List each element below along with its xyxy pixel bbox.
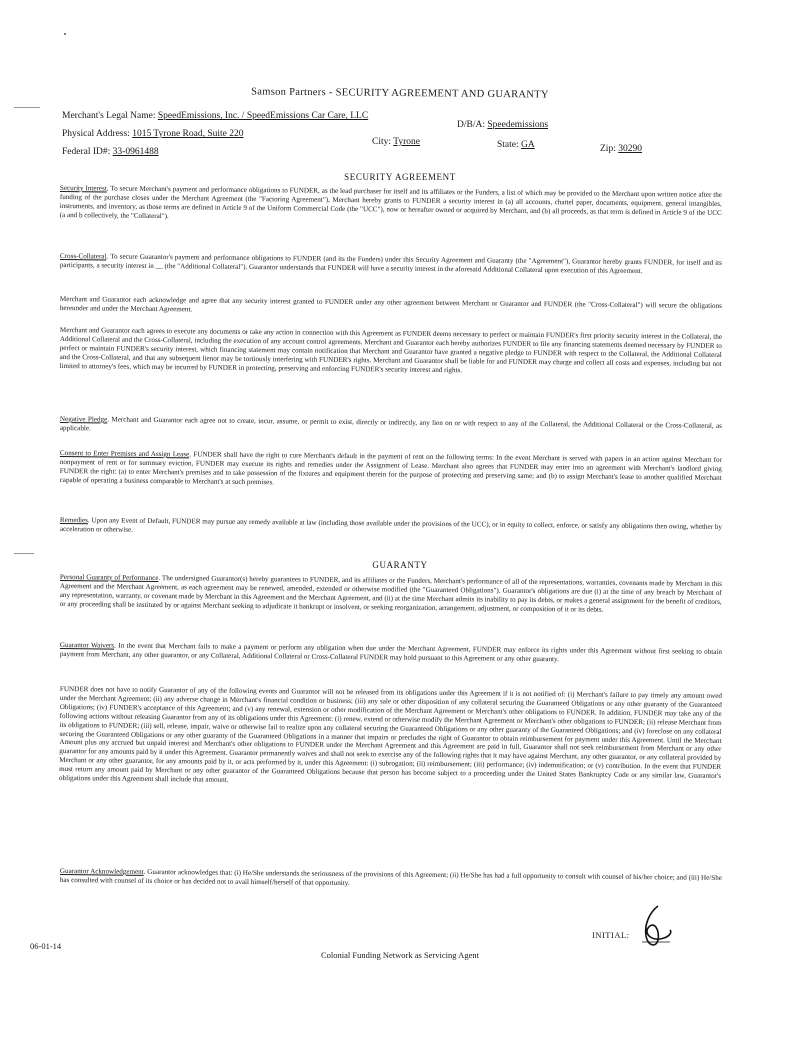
initial-label: INITIAL: (592, 930, 630, 940)
dba-value: Speedemissions (487, 120, 549, 130)
paragraph-lead: Remedies (59, 516, 88, 525)
paragraph-text: . Guarantor acknowledges that: (i) He/She understands the seriousness of the provisions of this Agreement; (ii) He/She has had a full opportunity to consult with counsel of his/her choice; and (iii) He/She has consulted with counsel of its choice or has decided not to avail himself/herself of that opportunity. (59, 867, 722, 887)
zip-label: Zip: (600, 144, 616, 154)
paragraph-lead: Personal Guaranty of Performance (59, 573, 159, 583)
address-row (62, 129, 244, 139)
funder-notice-paragraph (59, 685, 722, 790)
paragraph-text: Merchant and Guarantor each agrees to execute any documents or take any action in connection with this Agreement as FUNDER deems necessary to perfect or maintain FUNDER's first priority security interest in the Collateral, the Additional Collateral and the Cross-Collateral, including the execution of any account control agreements. Merchant and Guarantor each hereby authorizes FUNDER to file any financing statements deemed necessary by FUNDER to perfect or maintain FUNDER's security interest, which financing statement may contain notification that Merchant and Guarantor have granted a negative pledge to FUNDER with respect to the Collateral, the Additional Collateral and the Cross-Collateral, and that any subsequent lienor may be tortiously interfering with FUNDER's rights. Merchant and Guarantor shall be liable for and FUNDER may charge and collect all costs and expenses, including but not limited to attorney's fees, which may be incurred by FUNDER in protecting, preserving and enforcing FUNDER's security interest and rights. (59, 326, 722, 374)
security-interest-paragraph (60, 184, 722, 227)
initial-signature (636, 902, 676, 952)
state-row (497, 140, 535, 150)
scan-speck (64, 33, 66, 35)
dba-label: D/B/A: (457, 120, 485, 130)
paragraph-lead: Negative Pledge (59, 415, 108, 424)
scan-mark (14, 107, 40, 108)
paragraph-text: . In the event that Merchant fails to make a payment or perform any obligation when due under the Merchant Agreement, FUNDER may enforce its rights under this Agreement without first seeking to obtain payment from Merchant, any other guarantor, or any Collateral, Additional Collateral or Cross-Collateral FUNDER may hold pursuant to this Agreement or any other guaranty. (59, 641, 722, 664)
merchant-legal-name-row (62, 111, 368, 121)
consent-to-enter-paragraph (60, 449, 722, 492)
paragraph-text: . Merchant and Guarantor each agree not to create, incur, assume, or permit to exist, directly or indirectly, any lien on or with respect to any of the Collateral, the Additional Collateral or the Cross-Collateral, as applicable. (59, 415, 722, 433)
guarantor-acknowledgement-paragraph (60, 867, 722, 892)
paragraph-lead: Cross-Collateral (59, 252, 107, 261)
guaranty-heading: GUARANTY (372, 560, 428, 570)
security-agreement-heading: SECURITY AGREEMENT (344, 172, 456, 182)
paragraph-text: . The undersigned Guarantor(s) hereby guarantees to FUNDER, and its affiliates or the Funders, Merchant's performance of all of the representations, warranties, covenants made by Merchant in this Agreement and the Merchant Agreement, as each agreement may be renewed, amended, extended or otherwise modified (the "Guaranteed Obligations"). Guarantor's obligations are due (i) at the time of any breach by Merchant of any representation, warranty, or covenant made by Merchant in this Agreement and the Merchant Agreement, and (ii) at the time Merchant admits its inability to pay its debts, or makes a general assignment for the benefit of creditors, or any proceeding shall be instituted by or against Merchant seeking to adjudicate it bankrupt or insolvent, or seeking reorganization, arrangement, adjustment, or composition of it or its debts. (59, 574, 722, 614)
legal-name-label: Merchant's Legal Name: (62, 111, 156, 121)
perfection-paragraph (60, 326, 722, 377)
negative-pledge-paragraph (60, 415, 722, 440)
cross-collateral-paragraph (60, 252, 722, 277)
zip-value: 30290 (618, 144, 642, 154)
federal-id-row (62, 147, 159, 157)
paragraph-text: . To secure Merchant's payment and performance obligations to FUNDER, as the lead purchaser for itself and its affiliates or the Funders, a list of which may be provided to the Merchant upon written notice after the funding of the purchase closes under the Merchant Agreement (the "Factoring Agreement"), Merchant hereby grants to FUNDER a security interest in (a) all accounts, chattel paper, documents, equipment, general intangibles, instruments, and inventory, as those terms are defined in Article 9 of the Uniform Commercial Code (the "UCC"), now or hereafter owned or acquired by Merchant, and (b) all proceeds, as that term is defined in Article 9 of the UCC (a and b collectively, the "Collateral"). (59, 184, 722, 220)
remedies-paragraph (60, 516, 722, 541)
state-label: State: (497, 140, 519, 150)
document-title: Samson Partners - SECURITY AGREEMENT AND GUARANTY (251, 86, 549, 101)
city-value: Tyrone (393, 137, 421, 147)
guarantor-waivers-paragraph (60, 641, 722, 666)
paragraph-text: FUNDER does not have to notify Guarantor of any of the following events and Guarantor will not be released from its obligations under this Agreement if it is not notified of: (i) Merchant's failure to pay timely any amount owed under the Merchant Agreement; (ii) any adverse change in Merchant's financial condition or business; (iii) any sale or other disposition of any collateral securing the Guaranteed Obligations or any other guaranty of the Guaranteed Obligations; (iv) FUNDER's acceptance of this Agreement; and (v) any renewal, extension or other modification of the Merchant Agreement or Merchant's other obligations to FUNDER. In addition, FUNDER may take any of the following actions without releasing Guarantor from any of its obligations under this Agreement: (i) renew, extend or otherwise modify the Merchant Agreement or Merchant's other obligations to FUNDER; (ii) release Merchant from its obligations to FUNDER; (iii) sell, release, impair, waive or otherwise fail to realize upon any collateral securing the Guaranteed Obligations or any other guaranty of the Guaranteed Obligations; and (iv) foreclose on any collateral securing the Guaranteed Obligations or any other guaranty of the Guaranteed Obligations in a manner that impairs or precludes the right of Guarantor to obtain reimbursement for payment under this Agreement. Until the Merchant Amount plus any accrued but unpaid interest and Merchant's other obligations to FUNDER under the Merchant Agreement and this Agreement are paid in full, Guarantor shall not seek reimbursement from Merchant or any other guarantor for any amounts paid by it under this Agreement. Guarantor permanently waives and shall not seek to exercise any of the following rights that it may have against Merchant, any other guarantor, or any collateral provided by Merchant or any other guarantor, for any amounts paid by it, or acts performed by it, under this Agreement: (i) subrogation; (ii) reimbursement; (iii) performance; (iv) indemnification; or (v) contribution. In the event that FUNDER must return any amount paid by Merchant or any other guarantor of the Guaranteed Obligations because that person has become subject to a proceeding under the United States Bankruptcy Code or any similar law, Guarantor's obligations under this Agreement shall include that amount. (58, 685, 722, 784)
city-label: City: (372, 137, 392, 147)
personal-guaranty-paragraph (60, 573, 722, 616)
servicing-agent: Colonial Funding Network as Servicing Agent (321, 950, 479, 960)
legal-name-value: SpeedEmissions, Inc. / SpeedEmissions Car Care, LLC (157, 111, 369, 121)
paragraph-text: . FUNDER shall have the right to cure Merchant's default in the payment of rent on the following terms: In the event Merchant is served with papers in an action against Merchant for nonpayment of rent or for summary eviction, FUNDER may execute its rights and remedies under the Assignment of Lease. Merchant also agrees that FUNDER may enter into an agreement with Merchant's landlord giving FUNDER the right: (a) to enter Merchant's premises and to take possession of the fixtures and equipment therein for the purpose of protecting and preserving same; and (b) to assign Merchant's lease to another qualified Merchant capable of operating a business comparable to Merchant's at such premises. (59, 450, 722, 486)
scan-mark (14, 553, 34, 554)
form-date: 06-01-14 (30, 941, 62, 951)
cross-collateral-ack-paragraph (60, 295, 722, 320)
federal-id-label: Federal ID#: (62, 147, 111, 157)
address-value: 1015 Tyrone Road, Suite 220 (132, 129, 244, 139)
zip-row (600, 144, 642, 154)
federal-id-value: 33-0961488 (112, 147, 159, 157)
address-label: Physical Address: (62, 129, 130, 139)
city-row (372, 137, 420, 147)
paragraph-text: . To secure Guarantor's payment and performance obligations to FUNDER (and its the Funders) under this Security Agreement and Guaranty (the "Agreement"), Guarantor hereby grants FUNDER, for itself and its participants, a security interest in __ (the "Additional Collateral"). Guarantor understands that FUNDER will have a security interest in the aforesaid Additional Collateral upon execution of this Agreement. (59, 252, 722, 276)
paragraph-lead: Security Interest (59, 184, 107, 193)
paragraph-lead: Guarantor Waivers (59, 641, 115, 650)
paragraph-text: Merchant and Guarantor each acknowledge and agree that any security interest granted to FUNDER under any other agreement between Merchant or Guarantor and FUNDER (the "Cross-Collateral") will secure the obligations hereunder and under the Merchant Agreement. (59, 295, 722, 314)
paragraph-lead: Consent to Enter Premises and Assign Lease (59, 449, 190, 459)
state-value: GA (521, 140, 535, 150)
paragraph-text: . Upon any Event of Default, FUNDER may pursue any remedy available at law (including those available under the provisions of the UCC), or in equity to collect, enforce, or satisfy any obligations then owing, whether by acceleration or otherwise. (59, 516, 722, 534)
dba-row (457, 120, 548, 130)
paragraph-lead: Guarantor Acknowledgement (59, 867, 144, 876)
